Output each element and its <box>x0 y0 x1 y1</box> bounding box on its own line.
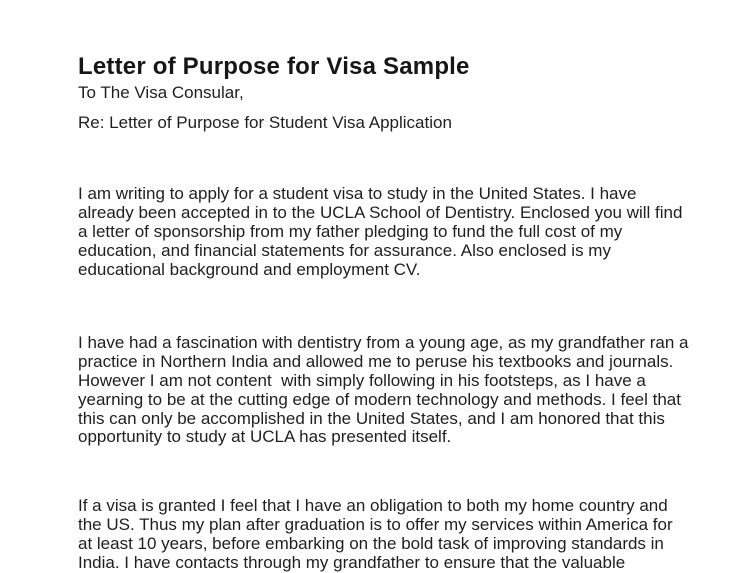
text-line: this can only be accomplished in the United States, and I am honored that this <box>78 408 665 428</box>
text-line: However I am not content with simply following in his footsteps, as I have a <box>78 370 646 390</box>
subject-line: Re: Letter of Purpose for Student Visa Application <box>78 113 452 132</box>
text-line: education, and financial statements for assurance. Also enclosed is my <box>78 240 611 260</box>
text-line: a letter of sponsorship from my father pledging to fund the full cost of my <box>78 221 623 241</box>
text-line: yearning to be at the cutting edge of modern technology and methods. I feel that <box>78 389 681 409</box>
text-line: I have had a fascination with dentistry from a young age, as my grandfather ran a <box>78 333 689 352</box>
paragraph-motivation <box>78 334 688 447</box>
text-line: the US. Thus my plan after graduation is to offer my services within America for <box>78 514 673 534</box>
text-line: I am writing to apply for a student visa to study in the United States. I have <box>78 184 637 203</box>
salutation-line: To The Visa Consular, <box>78 83 244 102</box>
paragraph-plans-after-graduation <box>78 497 673 573</box>
text-line: opportunity to study at UCLA has presented itself. <box>78 427 452 447</box>
paragraph-application-intro <box>78 185 682 279</box>
text-line: at least 10 years, before embarking on the bold task of improving standards in <box>78 533 664 553</box>
text-line: educational background and employment CV. <box>78 259 421 279</box>
text-line: India. I have contacts through my grandfather to ensure that the valuable <box>78 552 626 572</box>
text-line: practice in Northern India and allowed me to peruse his textbooks and journals. <box>78 351 674 371</box>
document-title: Letter of Purpose for Visa Sample <box>78 53 470 81</box>
text-line: If a visa is granted I feel that I have an obligation to both my home country and <box>78 496 668 515</box>
text-line: already been accepted in to the UCLA School of Dentistry. Enclosed you will find <box>78 202 683 222</box>
